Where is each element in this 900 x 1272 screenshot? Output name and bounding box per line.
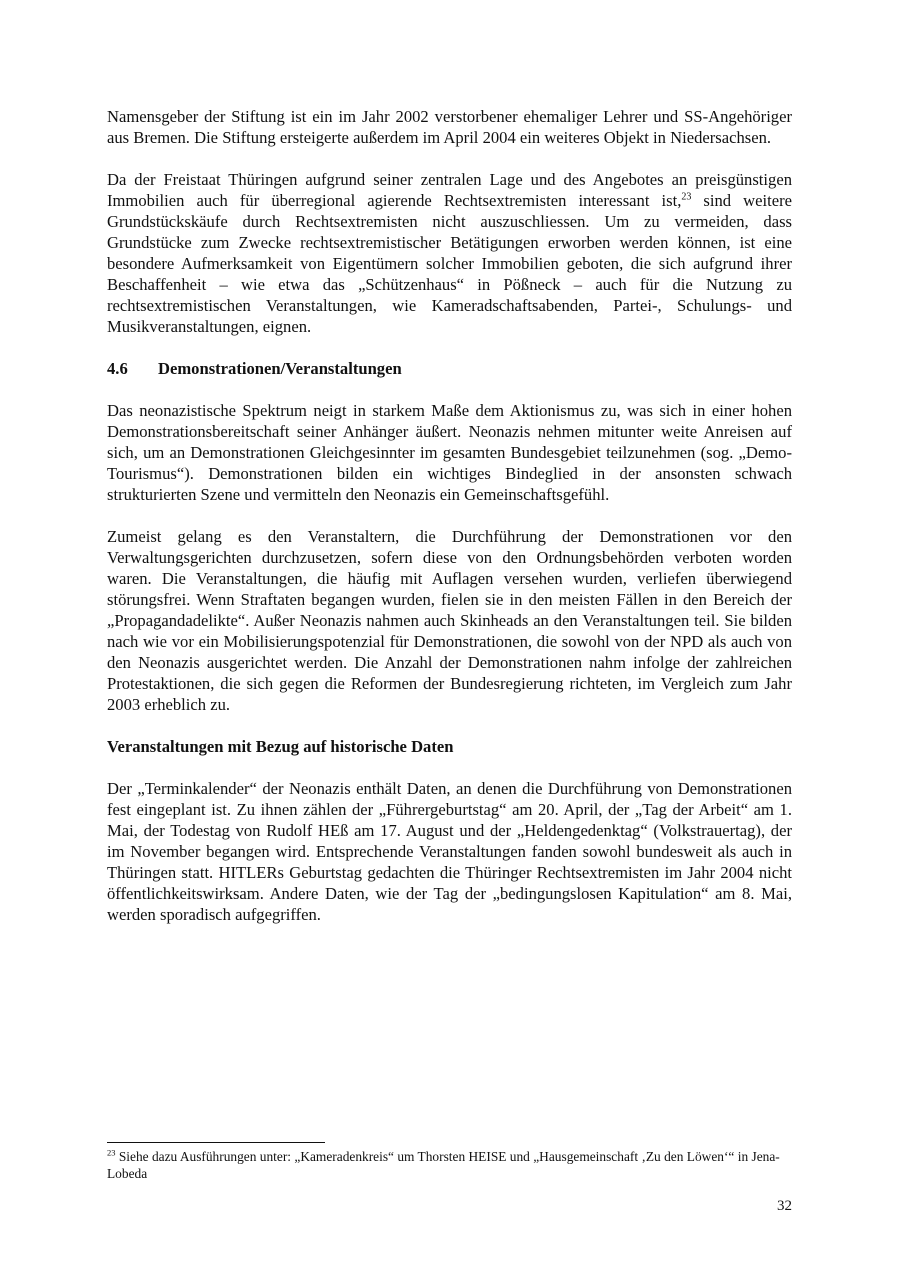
footnote-number: 23 <box>107 1147 116 1158</box>
paragraph-foundation: Namensgeber der Stiftung ist ein im Jahr 2002 verstorbener ehemaliger Lehrer und SS-Angehöriger aus Bremen. Die Stiftung ersteigerte außerdem im April 2004 ein weiteres Objekt in Niedersachsen. <box>107 107 792 147</box>
paragraph-activism: Das neonazistische Spektrum neigt in starkem Maße dem Aktionismus zu, was sich in einer hohen Demonstrationsbereitschaft seiner Anhänger äußert. Neonazis nehmen mitunter weite Anreisen auf sich, um an Demonstrationen Gleichgesinnter im gesamten Bundesgebiet teilzunehmen (sog. „Demo-Tourismus“). Demonstrationen bilden ein wichtiges Bindeglied in der ansonsten schwach strukturierten Szene und vermitteln den Neonazis ein Gemeinschaftsgefühl. <box>107 401 792 504</box>
paragraph-text: Da der Freistaat Thüringen aufgrund seiner zentralen Lage und des Angebotes an preisgünstigen Immobilien auch für überregional agierende Rechtsextremisten interessant ist, <box>107 170 792 210</box>
footnote <box>107 1148 792 1182</box>
footnote-reference[interactable]: 23 <box>681 191 692 203</box>
section-heading <box>107 358 792 379</box>
paragraph-text: sind weitere Grundstückskäufe durch Rechtsextremisten nicht auszuschliessen. Um zu vermeiden, dass Grundstücke zum Zwecke rechtsextremistischer Betätigungen erworben werden können, ist eine besondere Aufmerksamkeit von Eigentümern solcher Immobilien geboten, die sich aufgrund ihrer Beschaffenheit – wie etwa das „Schützenhaus“ in Pößneck – auch für die Nutzung zu rechtsextremistischen Veranstaltungen, wie Kameradschaftsabenden, Partei-, Schulungs- und Musikveranstaltungen, eignen. <box>107 191 792 336</box>
body-text <box>107 106 792 925</box>
page-number: 32 <box>777 1198 792 1214</box>
subsection-heading: Veranstaltungen mit Bezug auf historische Daten <box>107 737 454 756</box>
footnote-separator <box>107 1142 325 1143</box>
paragraph-property-purchases <box>107 169 792 337</box>
section-number: 4.6 <box>107 359 128 378</box>
paragraph-demonstrations: Zumeist gelang es den Veranstaltern, die Durchführung der Demonstrationen vor den Verwaltungsgerichten durchzusetzen, sofern diese von den Ordnungsbehörden verboten worden waren. Die Veranstaltungen, die häufig mit Auflagen versehen wurden, verliefen überwiegend störungsfrei. Wenn Straftaten begangen wurden, fielen sie in den meisten Fällen in den Bereich der „Propagandadelikte“. Außer Neonazis nahmen auch Skinheads an den Veranstaltungen teil. Sie bilden nach wie vor ein Mobilisierungspotenzial für Demonstrationen, die sowohl von der NPD als auch von den Neonazis ausgerichtet werden. Die Anzahl der Demonstrationen nahm infolge der zahlreichen Protestaktionen, die sich gegen die Reformen der Bundesregierung richteten, im Vergleich zum Jahr 2003 erheblich zu. <box>107 527 792 714</box>
section-title: Demonstrationen/Veranstaltungen <box>158 359 402 378</box>
paragraph-historical-dates: Der „Terminkalender“ der Neonazis enthält Daten, an denen die Durchführung von Demonstrationen fest eingeplant ist. Zu ihnen zählen der „Führergeburtstag“ am 20. April, der „Tag der Arbeit“ am 1. Mai, der Todestag von Rudolf HEß am 17. August und der „Heldengedenktag“ (Volkstrauertag), der im November begangen wird. Entsprechende Veranstaltungen fanden sowohl bundesweit als auch in Thüringen statt. HITLERs Geburtstag gedachten die Thüringer Rechtsextremisten im Jahr 2004 nicht öffentlichkeitswirksam. Andere Daten, wie der Tag der „bedingungslosen Kapitulation“ am 8. Mai, werden sporadisch aufgegriffen. <box>107 779 792 924</box>
footnote-text: Siehe dazu Ausführungen unter: „Kameradenkreis“ um Thorsten HEISE und „Hausgemeinschaft ‚Zu den Löwen‘“ in Jena-Lobeda <box>107 1149 780 1181</box>
